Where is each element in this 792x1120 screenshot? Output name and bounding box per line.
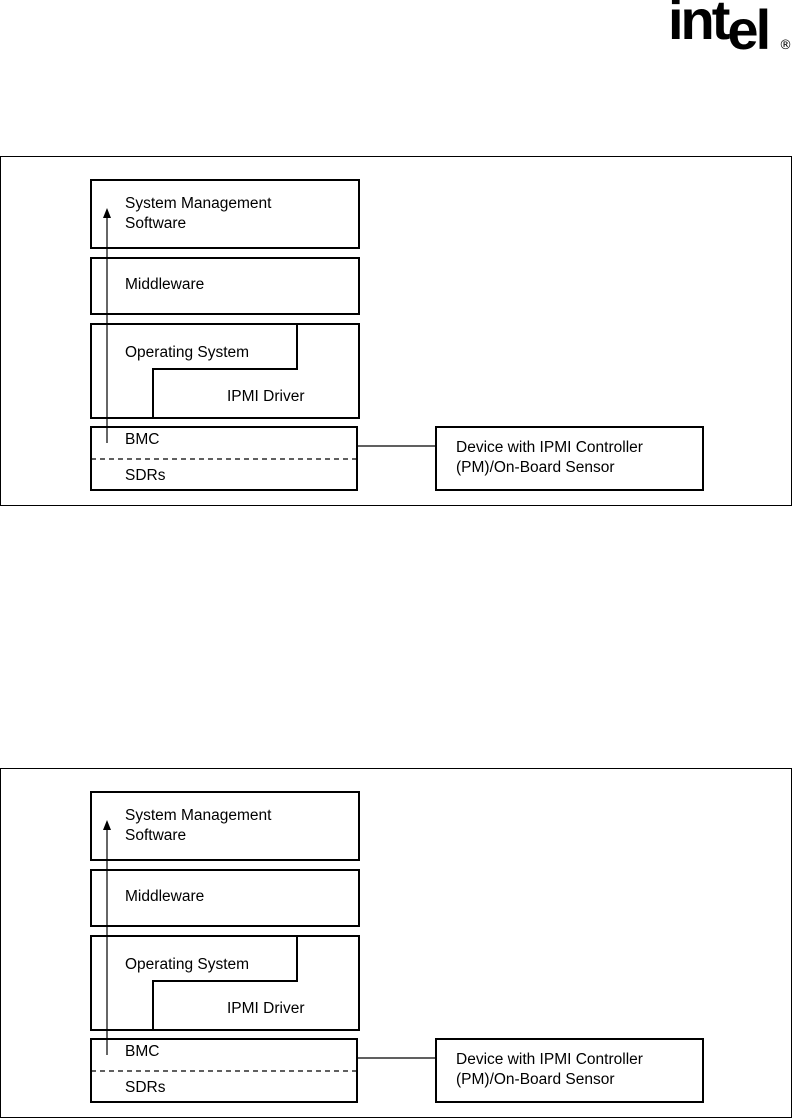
os-label: Operating System xyxy=(125,344,250,361)
device-label-line2: (PM)/On-Board Sensor xyxy=(456,1071,615,1088)
bmc-label: BMC xyxy=(125,1043,160,1060)
device-label-line1: Device with IPMI Controller xyxy=(456,439,643,456)
logo-wordmark: intel xyxy=(668,0,769,61)
diagram-2-lines xyxy=(1,769,792,1119)
os-label: Operating System xyxy=(125,956,250,973)
sdrs-label: SDRs xyxy=(125,1079,166,1096)
intel-logo xyxy=(668,0,792,70)
os-box xyxy=(91,936,359,1030)
diagram-1-lines xyxy=(1,157,792,507)
ipmi-driver-label: IPMI Driver xyxy=(227,1000,305,1017)
diagram-panel-2 xyxy=(0,768,792,1118)
os-box xyxy=(91,324,359,418)
sms-label-line2: Software xyxy=(125,827,187,844)
arrow-head-icon xyxy=(103,208,111,218)
middleware-label: Middleware xyxy=(125,276,205,293)
middleware-label: Middleware xyxy=(125,888,205,905)
device-label-line2: (PM)/On-Board Sensor xyxy=(456,459,615,476)
sdrs-label: SDRs xyxy=(125,467,166,484)
registered-mark: ® xyxy=(779,38,792,53)
sms-label-line1: System Management xyxy=(125,195,272,212)
diagram-panel-1 xyxy=(0,156,792,506)
sms-label-line1: System Management xyxy=(125,807,272,824)
sms-label-line2: Software xyxy=(125,215,187,232)
bmc-label: BMC xyxy=(125,431,160,448)
ipmi-driver-label: IPMI Driver xyxy=(227,388,305,405)
device-label-line1: Device with IPMI Controller xyxy=(456,1051,643,1068)
arrow-head-icon xyxy=(103,820,111,830)
